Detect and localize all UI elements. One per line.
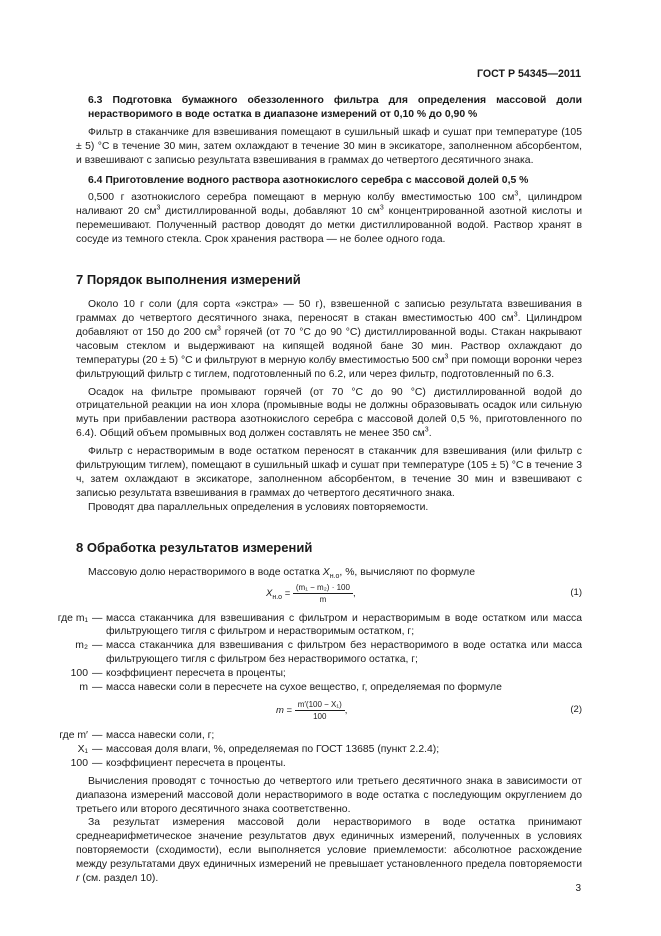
formula-1-legend	[20, 612, 582, 695]
legend-dash: —	[92, 682, 103, 694]
legend-row	[20, 681, 582, 695]
legend-term: m	[79, 682, 88, 694]
section-8-result-text: За результат измерения массовой доли нерастворимого в воде остатка принимают среднеарифметическое значение результатов двух единичных измерений, полученных в условиях повторяемости (сходимости), если выполняется условие приемлемости: абсолютное расхождение между результатами двух единичных измерений не превышает установленного предела повторяемости r (см. раздел 10).	[76, 817, 582, 885]
legend-row	[20, 639, 582, 667]
legend-row	[20, 743, 582, 757]
legend-description: масса навески соли, г;	[106, 730, 215, 741]
legend-row	[20, 757, 582, 771]
legend-dash: —	[92, 743, 103, 755]
formula-1-denominator: m	[319, 594, 327, 604]
formula-2-legend	[20, 729, 582, 771]
legend-dash: —	[92, 640, 103, 652]
section-8-title: 8 Обработка результатов измерений	[76, 539, 313, 555]
legend-description: коэффициент пересчета в проценты;	[106, 668, 286, 680]
legend-description: масса стаканчика для взвешивания с фильтром и нерастворимым в воде остатком или масса фильтрующего тигля с фильтром и нерастворимым остатком, г;	[106, 612, 582, 638]
section-7-para-3: Фильтр с нерастворимым в воде остатком переносят в стаканчик для взвешивания (или фильтр с фильтрующим тиглем), помещают в сушильный шкаф и сушат при температуре (105 ± 5) °С в течение 3 ч, затем охлаждают в эксикаторе, заполненном абсорбентом, в течение 30 мин и взвешивают с записью результата взвешивания в граммах до четвертого десятичного знака.	[76, 446, 582, 499]
subsection-6-4-text: 0,500 г азотнокислого серебра помещают в мерную колбу вместимостью 100 $см^3$, цилиндром наливают 20 $см^3$ дистиллированной воды, добавляют 10 $см^3$ концентрированной азотной кислоты и перемешивают. Полученный раствор доводят до метки дистиллированной водой. Раствор хранят в сосуде из темного стекла. Срок хранения раствора — не более одного года.	[76, 190, 583, 246]
section-8-calc-text: Вычисления проводят с точностью до четвертого или третьего десятичного знака в зависимости от диапазона измерений массовой доли нерастворимого в воде остатка с последующим округлением до третьего или второго десятичного знака соответственно.	[76, 775, 582, 815]
legend-dash: —	[92, 757, 103, 769]
formula-2-expression: m = $\frac{\text{m′(100 − X₁)}}{100}$ ,	[276, 700, 348, 721]
legend-dash: —	[92, 668, 103, 680]
subsection-6-3-title: 6.3 Подготовка бумажного обеззоленного фильтра для определения массовой доли нерастворимого в воде остатка в диапазоне измерений от 0,10 % до 0,90 %	[88, 95, 582, 120]
legend-term: m₂	[75, 640, 88, 652]
page-number: 3	[575, 883, 581, 894]
formula-1-expression: $X_{н.о}$ = $\frac{\text{(m₁ − m₂) · 100}}{m}$ ,	[266, 582, 356, 604]
legend-description: массовая доля влаги, %, определяемая по ГОСТ 13685 (пункт 2.2.4);	[106, 743, 440, 755]
formula-2	[76, 699, 582, 725]
section-8-intro: Массовую долю нерастворимого в воде остатка $X_{н.о}$, %, вычисляют по формуле	[88, 566, 475, 580]
formula-1-number: (1)	[570, 586, 582, 598]
legend-term: X₁	[77, 743, 88, 755]
legend-row	[20, 612, 582, 640]
formula-2-numerator: m′(100 − X₁)	[295, 699, 345, 711]
subsection-6-4-title: 6.4 Приготовление водного раствора азотнокислого серебра с массовой долей 0,5 %	[88, 174, 529, 186]
formula-2-denominator: 100	[313, 712, 327, 721]
formula-2-fraction	[295, 699, 345, 722]
formula-1-fraction	[293, 582, 353, 605]
formula-1	[76, 582, 582, 608]
legend-description: коэффициент пересчета в проценты.	[106, 757, 286, 769]
legend-term: 100	[70, 757, 88, 769]
legend-term: 100	[70, 668, 88, 680]
formula-1-numerator: (m₁ − m₂) · 100	[293, 582, 353, 594]
page-content	[57, 94, 583, 886]
section-7-para-4: Проводят два параллельных определения в условиях повторяемости.	[88, 501, 429, 513]
document-id: ГОСТ Р 54345—2011	[477, 68, 581, 80]
legend-dash: —	[92, 612, 103, 624]
formula-2-number: (2)	[570, 704, 582, 715]
legend-description: масса навески соли в пересчете на сухое вещество, г, определяемая по формуле	[106, 682, 502, 694]
section-7-title: 7 Порядок выполнения измерений	[76, 272, 301, 288]
section-7-para-2: Осадок на фильтре промывают горячей (от 70 °С до 90 °С) дистиллированной водой до отрицательной реакции на ион хлора (промывные воды не должны образовывать осадок или сильную муть при прибавлении раствора азотнокислого серебра с массовой долей 0,5 %, приготовленного по 6.4). Общий объем промывных вод должен составлять не менее 350 $см^3$.	[76, 386, 582, 440]
section-7-para-1: Около 10 г соли (для сорта «экстра» — 50 г), взвешенной с записью результата взвешивания в граммах до четвертого десятичного знака, переносят в стакан вместимостью 400 $см^3$. Цилиндром добавляют от 150 до 200 $см^3$ горячей (от 70 °С до 90 °С) дистиллированной воды. Стакан накрывают часовым стеклом и выдерживают на кипящей водяной бане 30 мин. Раствор охлаждают до температуры (20 ± 5) °С и фильтруют в мерную колбу вместимостью 500 $см^3$ при помощи воронки через фильтрующий фильтр с тиглем, подготовленный по 6.2, или через фильтр, подготовленный по 6.3.	[76, 299, 582, 380]
legend-description: масса стаканчика для взвешивания с фильтром без нерастворимого в воде остатка или масса фильтрующего тигля с фильтром без нерастворимого остатка, г;	[106, 640, 582, 666]
legend-row	[20, 667, 582, 681]
subsection-6-3-text: Фильтр в стаканчике для взвешивания помещают в сушильный шкаф и сушат при температуре (105 ± 5) °С в течение 30 мин, затем охлаждают в течение 30 мин в эксикаторе, заполненном абсорбентом, и взвешивают с записью результата взвешивания в граммах до четвертого десятичного знака.	[76, 126, 582, 166]
legend-term: где m′	[59, 730, 88, 741]
legend-dash: —	[92, 730, 103, 741]
legend-term: где m₁	[57, 612, 88, 624]
legend-row	[20, 729, 582, 743]
